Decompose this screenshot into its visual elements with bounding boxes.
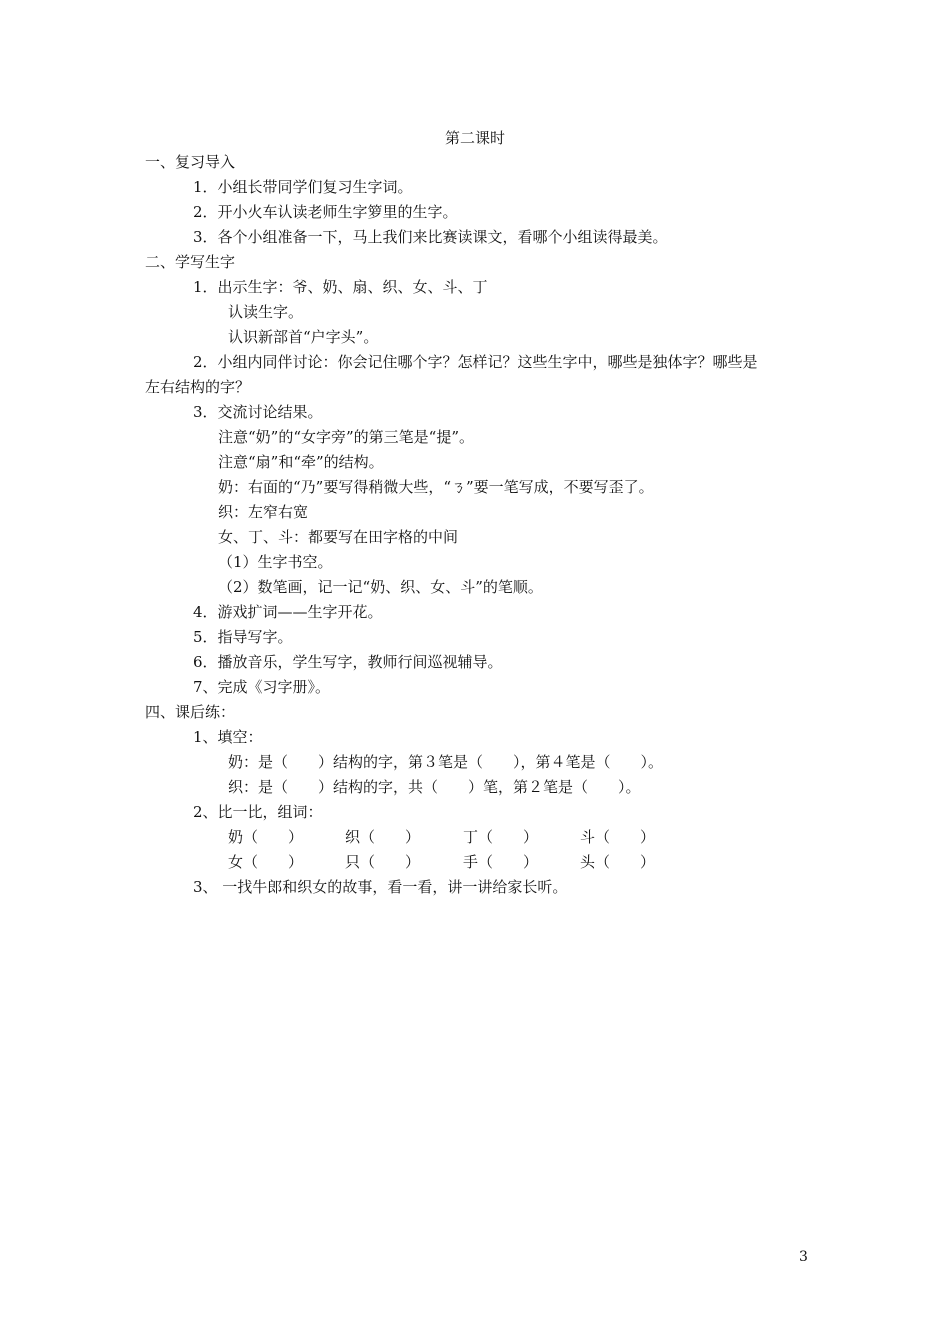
page-number: 3: [799, 1249, 808, 1265]
compare-word-cell: 丁（ ）: [463, 828, 539, 846]
fill-blank-line: 织：是（ ）结构的字，共（ ）笔，第２笔是（ ）。: [228, 778, 641, 796]
list-item: 1、填空：: [193, 728, 263, 746]
list-item: 6．播放音乐，学生写字，教师行间巡视辅导。: [193, 653, 503, 671]
sub-item: 注意“奶”的“女字旁”的第三笔是“提”。: [218, 428, 475, 446]
list-item: 4．游戏扩词——生字开花。: [193, 603, 383, 621]
page-title: 第二课时: [444, 129, 505, 147]
compare-word-cell: 奶（ ）: [228, 828, 304, 846]
sub-item: （2）数笔画，记一记“奶、织、女、斗”的笔顺。: [218, 578, 543, 596]
list-item: 1．出示生字：爷、奶、扇、织、女、斗、丁: [193, 278, 488, 296]
sub-item: 认识新部首“户字头”。: [228, 328, 379, 346]
list-item: 5．指导写字。: [193, 628, 293, 646]
compare-word-cell: 手（ ）: [463, 853, 539, 871]
list-item: 7、完成《习字册》。: [193, 678, 331, 696]
list-item: 2、比一比，组词：: [193, 803, 323, 821]
compare-word-cell: 只（ ）: [345, 853, 421, 871]
compare-word-cell: 织（ ）: [345, 828, 421, 846]
sub-item: 奶：右面的“乃”要写得稍微大些，“ㄋ”要一笔写成，不要写歪了。: [218, 478, 654, 496]
list-item: 2．开小火车认读老师生字箩里的生字。: [193, 203, 458, 221]
sub-item: 认读生字。: [228, 303, 304, 321]
list-item-continuation: 左右结构的字？: [145, 378, 251, 396]
compare-word-cell: 女（ ）: [228, 853, 304, 871]
sub-item: 注意“扇”和“牵”的结构。: [218, 453, 384, 471]
list-item: 3．各个小组准备一下，马上我们来比赛读课文，看哪个小组读得最美。: [193, 228, 668, 246]
section-heading-writing: 二、学写生字: [145, 253, 236, 271]
sub-item: 女、丁、斗：都要写在田字格的中间: [218, 528, 459, 546]
compare-word-cell: 斗（ ）: [580, 828, 656, 846]
section-heading-review: 一、复习导入: [145, 153, 236, 171]
list-item: 2．小组内同伴讨论：你会记住哪个字？怎样记？这些生字中，哪些是独体字？哪些是: [193, 353, 758, 371]
compare-word-cell: 头（ ）: [580, 853, 656, 871]
sub-item: （1）生字书空。: [218, 553, 333, 571]
fill-blank-line: 奶：是（ ）结构的字，第３笔是（ ），第４笔是（ ）。: [228, 753, 664, 771]
list-item: 3、 一找牛郎和织女的故事，看一看，讲一讲给家长听。: [193, 878, 568, 896]
list-item: 1．小组长带同学们复习生字词。: [193, 178, 413, 196]
section-heading-homework: 四、课后练：: [145, 703, 236, 721]
list-item: 3．交流讨论结果。: [193, 403, 323, 421]
sub-item: 织：左窄右宽: [218, 503, 309, 521]
